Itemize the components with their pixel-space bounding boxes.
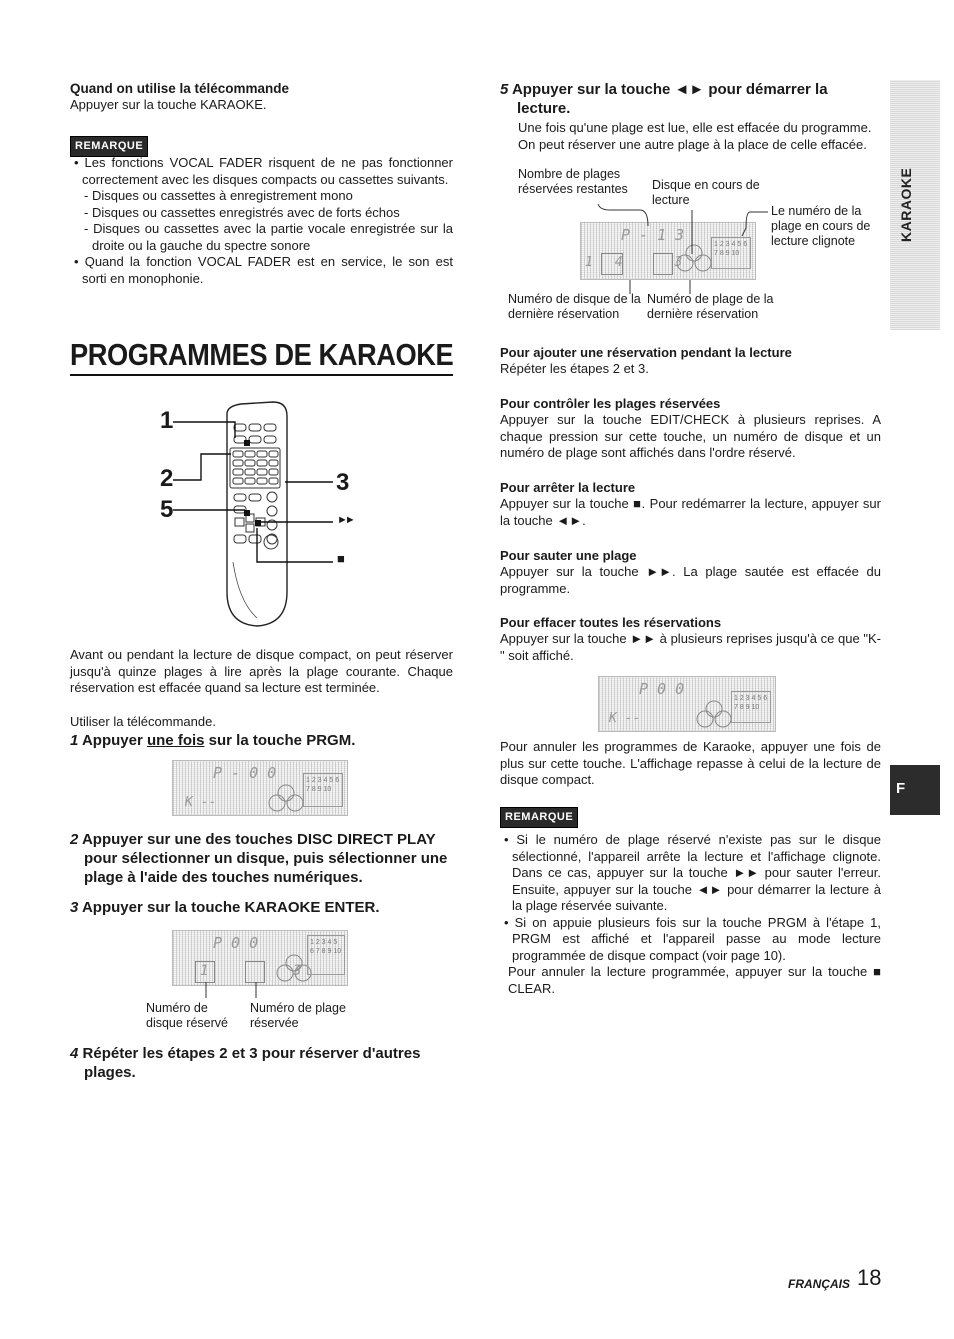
- effacer-text: Appuyer sur la touche ►► à plusieurs reprises jusqu'à ce que "K-" soit affiché.: [500, 631, 881, 663]
- step-4-text: Répéter les étapes 2 et 3 pour réserver d'autres plages.: [82, 1045, 421, 1081]
- caption-leader-lines: [200, 982, 260, 1000]
- step-1: [70, 731, 355, 750]
- lcd-sub-text: 14 3: [585, 255, 705, 270]
- lcd-sub-text: K --: [185, 795, 217, 810]
- label-disque-en-cours: Disque en cours de lecture: [652, 178, 760, 207]
- section-rule: [70, 374, 453, 376]
- label-nombre-plages: Nombre de plages réservées restantes: [518, 167, 628, 196]
- note-bullet: • Les fonctions VOCAL FADER risquent de ne pas fonctionner correctement avec les disques compacts ou cassettes suivants.: [74, 155, 453, 187]
- section-title: PROGRAMMES DE KARAOKE: [70, 337, 454, 372]
- note-block-1: [70, 155, 453, 287]
- step-number: 2: [70, 831, 79, 848]
- lcd-display-step1: [172, 760, 348, 816]
- sauter-text: Appuyer sur la touche ►►. La plage sautée est effacée du programme.: [500, 564, 881, 596]
- remote-label-5: 5: [160, 496, 174, 523]
- step-1-text-b: sur la touche PRGM.: [204, 732, 356, 749]
- controler-heading: Pour contrôler les plages réservées: [500, 396, 721, 411]
- remote-label-3: 3: [336, 469, 350, 496]
- lcd-main-text: P 0 0: [213, 934, 259, 952]
- note-bullet: • Si le numéro de plage réservé n'existe pas sur le disque sélectionné, l'appareil arrête la lecture et l'affichage clignote. Dans ce cas, appuyer sur la touche ►► pour sauter l'erreur. Ensuite, appuyer sur la touche ◄► pour démarrer la lecture à la plage réservée suivante.: [504, 832, 881, 913]
- disc-tray-grid: 1 2 3 4 5 6 7 8 9 10: [731, 691, 771, 723]
- intro-text: Avant ou pendant la lecture de disque compact, on peut réserver jusqu'à quinze plages à lire après la plage courante. Chaque réservation est effacée quand sa lecture est terminée.: [70, 647, 453, 695]
- lcd-sub-text: K --: [609, 711, 641, 726]
- disc-tray-grid: 1 2 3 4 5 6 7 8 9 10: [711, 237, 751, 269]
- lcd-main-text: P 0 0: [639, 680, 685, 698]
- step-5: [500, 80, 882, 118]
- display-leader-lines: [590, 196, 770, 296]
- side-tab-label: KARAOKE: [898, 167, 914, 242]
- lcd-display-step3: [172, 930, 348, 986]
- sauter-heading: Pour sauter une plage: [500, 548, 637, 563]
- karaoke-side-tab: [890, 80, 940, 330]
- step-number: 3: [70, 899, 79, 916]
- remarque-label: REMARQUE: [70, 136, 148, 157]
- remarque-badge-2: [500, 807, 578, 828]
- language-tab-letter: F: [896, 780, 906, 797]
- label-plage-derniere: Numéro de plage de la dernière réservation: [647, 292, 774, 321]
- lcd-sub-text: 1 3: [200, 963, 340, 979]
- remote-label-2: 2: [160, 465, 174, 492]
- step-2-text: Appuyer sur une des touches DISC DIRECT PLAY pour sélectionner un disque, puis sélectionner une plage à l'aide des touches numériques.: [81, 831, 448, 886]
- step-1-text-a: Appuyer: [81, 732, 147, 749]
- effacer-heading: Pour effacer toutes les réservations: [500, 615, 722, 630]
- remarque-badge-1: [70, 136, 148, 157]
- remote-label-1: 1: [160, 407, 174, 434]
- page-number: 18: [857, 1265, 882, 1290]
- note-dash: - Disques ou cassettes à enregistrement mono: [84, 188, 353, 203]
- step-4: [70, 1044, 455, 1082]
- step-3-text: Appuyer sur la touche KARAOKE ENTER.: [81, 899, 380, 916]
- footer-language: FRANÇAIS: [788, 1277, 850, 1291]
- step-5-desc: Une fois qu'une plage est lue, elle est effacée du programme. On peut réserver une autre plage à la place de celle effacée.: [518, 120, 872, 152]
- ajouter-text: Répéter les étapes 2 et 3.: [500, 361, 649, 376]
- telecommande-heading: Quand on utilise la télécommande: [70, 81, 290, 96]
- annuler-text: Pour annuler les programmes de Karaoke, appuyer une fois de plus sur cette touche. L'affichage repasse à celui de la lecture de disque compact.: [500, 739, 881, 787]
- lcd-main-text: P - 1 3: [621, 226, 685, 244]
- disc-tray-grid: 1 2 3 4 5 6 7 8 9 10: [307, 935, 345, 975]
- caption-disque-reserve: Numéro de disque réservé: [146, 1001, 228, 1030]
- disc-tray-grid: 1 2 3 4 5 6 7 8 9 10: [303, 773, 343, 807]
- step-number: 1: [70, 732, 79, 749]
- step-5-text: Appuyer sur la touche ◄► pour démarrer la lecture.: [511, 81, 828, 117]
- note-dash: - Disques ou cassettes enregistrés avec de forts échos: [84, 204, 400, 220]
- note-block-2: [500, 832, 881, 997]
- telecommande-text: Appuyer sur la touche KARAOKE.: [70, 97, 267, 112]
- step-1-underline: une fois: [146, 732, 205, 749]
- remarque-label: REMARQUE: [500, 807, 578, 828]
- ajouter-heading: Pour ajouter une réservation pendant la lecture: [500, 345, 792, 360]
- step-3: [70, 898, 380, 917]
- language-tab: [890, 765, 940, 815]
- lcd-display-cleared: [598, 676, 776, 732]
- note-bullet: • Quand la fonction VOCAL FADER est en service, le son est sorti en monophonie.: [74, 254, 453, 286]
- stop-label: ■: [337, 551, 345, 566]
- ff-label: ►►: [337, 514, 353, 526]
- use-remote-text: Utiliser la télécommande.: [70, 714, 216, 729]
- remote-illustration: [145, 392, 375, 632]
- step-number: 5: [500, 81, 509, 98]
- step-2: [70, 830, 455, 887]
- label-disque-derniere: Numéro de disque de la dernière réservation: [508, 292, 641, 321]
- arreter-text: Appuyer sur la touche ■. Pour redémarrer la lecture, appuyer sur la touche ◄►.: [500, 496, 881, 528]
- step-number: 4: [70, 1045, 79, 1062]
- arreter-heading: Pour arrêter la lecture: [500, 480, 636, 495]
- label-numero-plage-clignote: Le numéro de la plage en cours de lecture clignote: [771, 204, 871, 248]
- note-bullet: • Si on appuie plusieurs fois sur la touche PRGM à l'étape 1, PRGM est affiché et l'appareil passe au mode lecture programmée de disque compact (voir page 10).: [504, 914, 881, 963]
- note-dash: - Disques ou cassettes avec la partie vocale enregistrée sur la droite ou la gauche du spectre sonore: [84, 221, 453, 253]
- note-continuation: Pour annuler la lecture programmée, appuyer sur la touche ■ CLEAR.: [508, 964, 881, 996]
- caption-plage-reservee: Numéro de plage réservée: [250, 1001, 346, 1030]
- lcd-main-text: P - 0 0: [213, 764, 277, 782]
- controler-text: Appuyer sur la touche EDIT/CHECK à plusieurs reprises. A chaque pression sur cette touche, un numéro de disque et un numéro de plage sont affichés dans l'ordre réservé.: [500, 412, 881, 460]
